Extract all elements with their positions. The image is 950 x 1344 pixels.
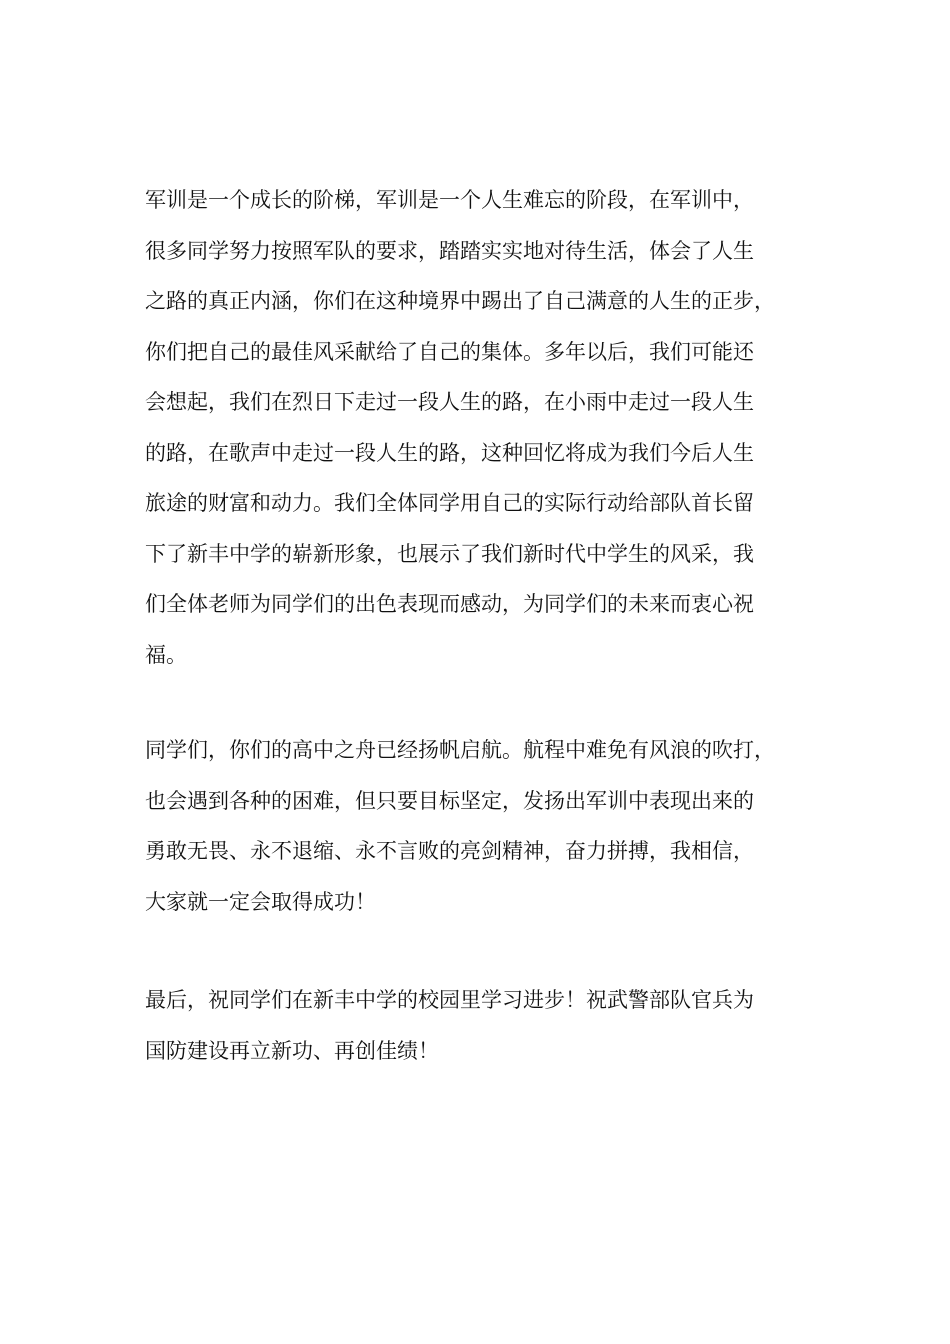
paragraph-line: 之路的真正内涵，你们在这种境界中踢出了自己满意的人生的正步，	[145, 289, 775, 313]
paragraph-line: 国防建设再立新功、再创佳绩！	[145, 1038, 439, 1063]
paragraph-line: 军训是一个成长的阶梯，军训是一个人生难忘的阶段，在军训中，	[145, 188, 754, 212]
paragraph-line: 同学们，你们的高中之舟已经扬帆启航。航程中难免有风浪的吹打，	[145, 738, 775, 762]
paragraph-line: 大家就一定会取得成功！	[145, 889, 376, 914]
paragraph-line: 最后，祝同学们在新丰中学的校园里学习进步！祝武警部队官兵为	[145, 988, 754, 1012]
paragraph-line: 勇敢无畏、永不退缩、永不言败的亮剑精神，奋力拼搏，我相信，	[145, 839, 754, 863]
paragraph-line: 们全体老师为同学们的出色表现而感动，为同学们的未来而衷心祝	[145, 592, 754, 616]
paragraph-encouragement	[145, 725, 825, 927]
paragraph-line: 会想起，我们在烈日下走过一段人生的路，在小雨中走过一段人生	[145, 390, 754, 414]
paragraph-line: 你们把自己的最佳风采献给了自己的集体。多年以后，我们可能还	[145, 339, 754, 364]
paragraph-line: 旅途的财富和动力。我们全体同学用自己的实际行动给部队首长留	[145, 491, 754, 515]
paragraph-line: 福。	[145, 642, 187, 667]
paragraph-line: 的路，在歌声中走过一段人生的路，这种回忆将成为我们今后人生	[145, 440, 754, 465]
paragraph-closing-wishes	[145, 975, 825, 1076]
paragraph-line: 下了新丰中学的崭新形象，也展示了我们新时代中学生的风采，我	[145, 541, 754, 566]
paragraph-line: 很多同学努力按照军队的要求，踏踏实实地对待生活，体会了人生	[145, 238, 754, 263]
paragraph-line: 也会遇到各种的困难，但只要目标坚定，发扬出军训中表现出来的	[145, 788, 754, 813]
paragraph-military-training	[145, 175, 825, 680]
